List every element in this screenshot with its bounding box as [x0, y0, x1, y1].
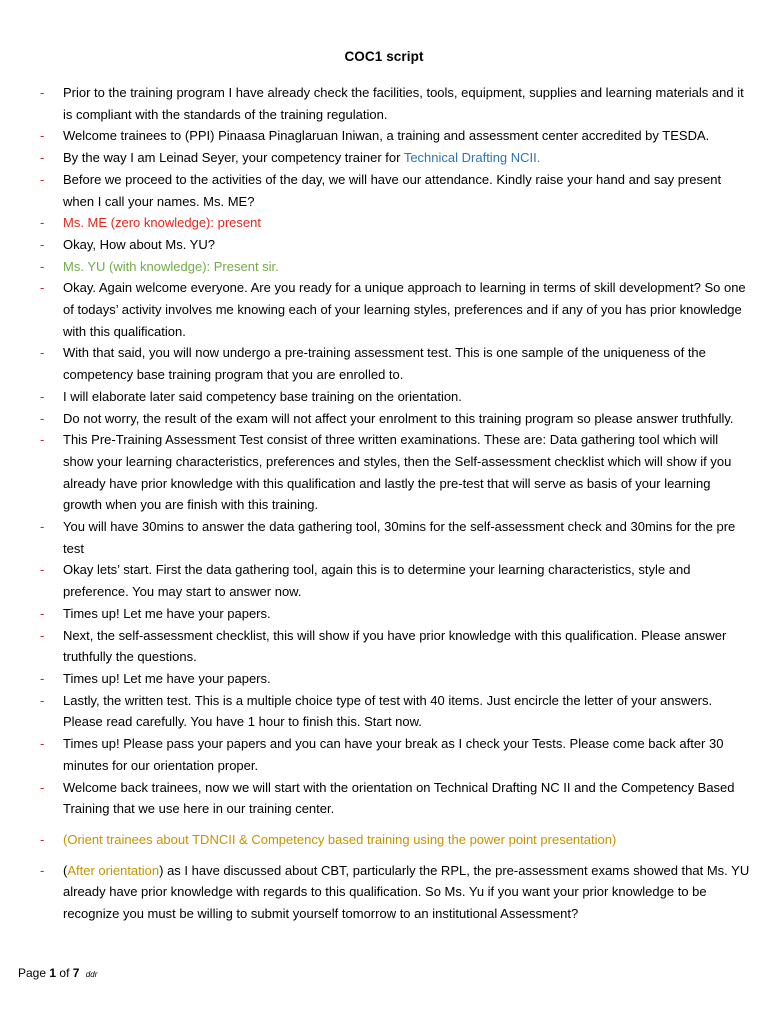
script-line [40, 625, 752, 668]
script-line [40, 386, 752, 408]
script-line-text: Welcome back trainees, now we will start with the orientation on Technical Drafting NC II and the Competency Based Training that we use here in our training center. [63, 779, 735, 817]
script-line [40, 82, 752, 125]
script-line [40, 777, 752, 820]
script-line [40, 733, 752, 776]
bullet-dash: - [40, 128, 45, 144]
script-line [40, 559, 752, 602]
script-line [40, 429, 752, 516]
bullet-dash: - [40, 779, 45, 795]
script-line-text: (Orient trainees about TDNCII & Competency based training using the power point presentation) [63, 831, 617, 847]
bullet-dash: - [40, 388, 45, 404]
script-line [40, 829, 752, 851]
script-line-text: Lastly, the written test. This is a multiple choice type of test with 40 items. Just encircle the letter of your answers. Please read carefully. You have 1 hour to finish this. Start now. [63, 692, 713, 730]
bullet-dash: - [40, 171, 45, 187]
script-line-text: Welcome trainees to (PPI) Pinaasa Pinaglaruan Iniwan, a training and assessment center accredited by TESDA. [63, 128, 710, 144]
script-line-text: Okay lets’ start. First the data gathering tool, again this is to determine your learning characteristics, style and preference. You may start to answer now. [63, 562, 691, 600]
script-line-text: By the way I am Leinad Seyer, your competency trainer for [63, 150, 404, 166]
bullet-dash: - [40, 280, 45, 296]
footer-of-word: of [59, 966, 70, 980]
bullet-dash: - [40, 432, 45, 448]
bullet-dash: - [40, 562, 45, 578]
bullet-dash: - [40, 85, 45, 100]
bullet-dash: - [40, 605, 45, 621]
script-line [40, 690, 752, 733]
script-line-text: Times up! Let me have your papers. [63, 605, 271, 621]
script-line-text: With that said, you will now undergo a pre-training assessment test. This is one sample of the uniqueness of the competency base training program that you are enrolled to. [63, 345, 706, 383]
bullet-dash: - [40, 215, 45, 231]
script-bullet-list [40, 82, 752, 925]
script-line-text: I will elaborate later said competency base training on the orientation. [63, 388, 462, 404]
script-line [40, 342, 752, 385]
footer-page-number: 1 [49, 966, 57, 980]
script-line [40, 125, 752, 147]
bullet-dash: - [40, 670, 45, 686]
footer-page-word: Page [18, 966, 47, 980]
script-line-text: Before we proceed to the activities of the day, we will have our attendance. Kindly raise your hand and say present when I call your names. Ms. ME? [63, 171, 722, 209]
script-line-text: Technical Drafting NCII. [403, 150, 541, 166]
script-line-text: ) as I have discussed about CBT, particularly the RPL, the pre-assessment exams showed that Ms. YU already have prior knowledge with regards to this qualification. So Ms. Yu if you want your prior knowledge to be recognize you must be willing to submit yourself tomorrow to an institutional Assessment? [63, 862, 750, 922]
footer-initials: ddr [85, 970, 98, 979]
bullet-dash: - [40, 519, 45, 535]
script-line-text: Okay, How about Ms. YU? [63, 236, 215, 252]
script-line [40, 169, 752, 212]
script-line-text: Ms. ME (zero knowledge): present [63, 215, 261, 231]
script-line [40, 668, 752, 690]
script-line-text: Okay. Again welcome everyone. Are you ready for a unique approach to learning in terms of skill development? So one of todays’ activity involves me knowing each of your learning styles, preferences and if any of you has prior knowledge with this qualification. [63, 280, 746, 339]
script-line-text: ( [63, 862, 68, 878]
script-line-text: Do not worry, the result of the exam will not affect your enrolment to this training program so please answer truthfully. [63, 410, 734, 426]
script-line [40, 516, 752, 559]
script-line-text: Next, the self-assessment checklist, this will show if you have prior knowledge with this qualification. Please answer truthfully the questions. [63, 627, 727, 665]
script-line-text: You will have 30mins to answer the data gathering tool, 30mins for the self-assessment check and 30mins for the pre test [63, 519, 736, 556]
script-line [40, 277, 752, 342]
script-line [40, 234, 752, 256]
bullet-dash: - [40, 410, 45, 426]
bullet-dash: - [40, 862, 45, 878]
bullet-dash: - [40, 345, 45, 361]
bullet-dash: - [40, 150, 45, 166]
bullet-dash: - [40, 692, 45, 708]
bullet-dash: - [40, 736, 45, 752]
script-line [40, 860, 752, 925]
script-line [40, 603, 752, 625]
bullet-dash: - [40, 831, 45, 847]
script-line-text: Ms. YU (with knowledge): Present sir. [63, 258, 279, 274]
script-line [40, 408, 752, 430]
bullet-dash: - [40, 236, 45, 252]
script-line-text: Times up! Please pass your papers and you can have your break as I check your Tests. Please come back after 30 minutes for our orientation proper. [63, 736, 724, 773]
document-title: COC1 script [344, 49, 424, 64]
script-line [40, 212, 752, 234]
script-line [40, 147, 752, 169]
script-line-text: This Pre-Training Assessment Test consist of three written examinations. These are: Data gathering tool which will show your learning characteristics, preferences and styles, then the Self-assessment checklist which will show if you already have prior knowledge with this qualification and lastly the pre-test that will serve as basis of your learning growth when you are finish with this training. [63, 432, 732, 513]
script-line-text: Times up! Let me have your papers. [63, 670, 271, 686]
page-footer [18, 966, 97, 980]
footer-total-pages: 7 [72, 966, 80, 980]
script-line-text: Prior to the training program I have already check the facilities, tools, equipment, supplies and learning materials and it is compliant with the standards of the training regulation. [63, 85, 744, 122]
script-line [40, 256, 752, 278]
bullet-dash: - [40, 258, 45, 274]
bullet-dash: - [40, 627, 45, 643]
script-line-text: After orientation [67, 862, 160, 878]
